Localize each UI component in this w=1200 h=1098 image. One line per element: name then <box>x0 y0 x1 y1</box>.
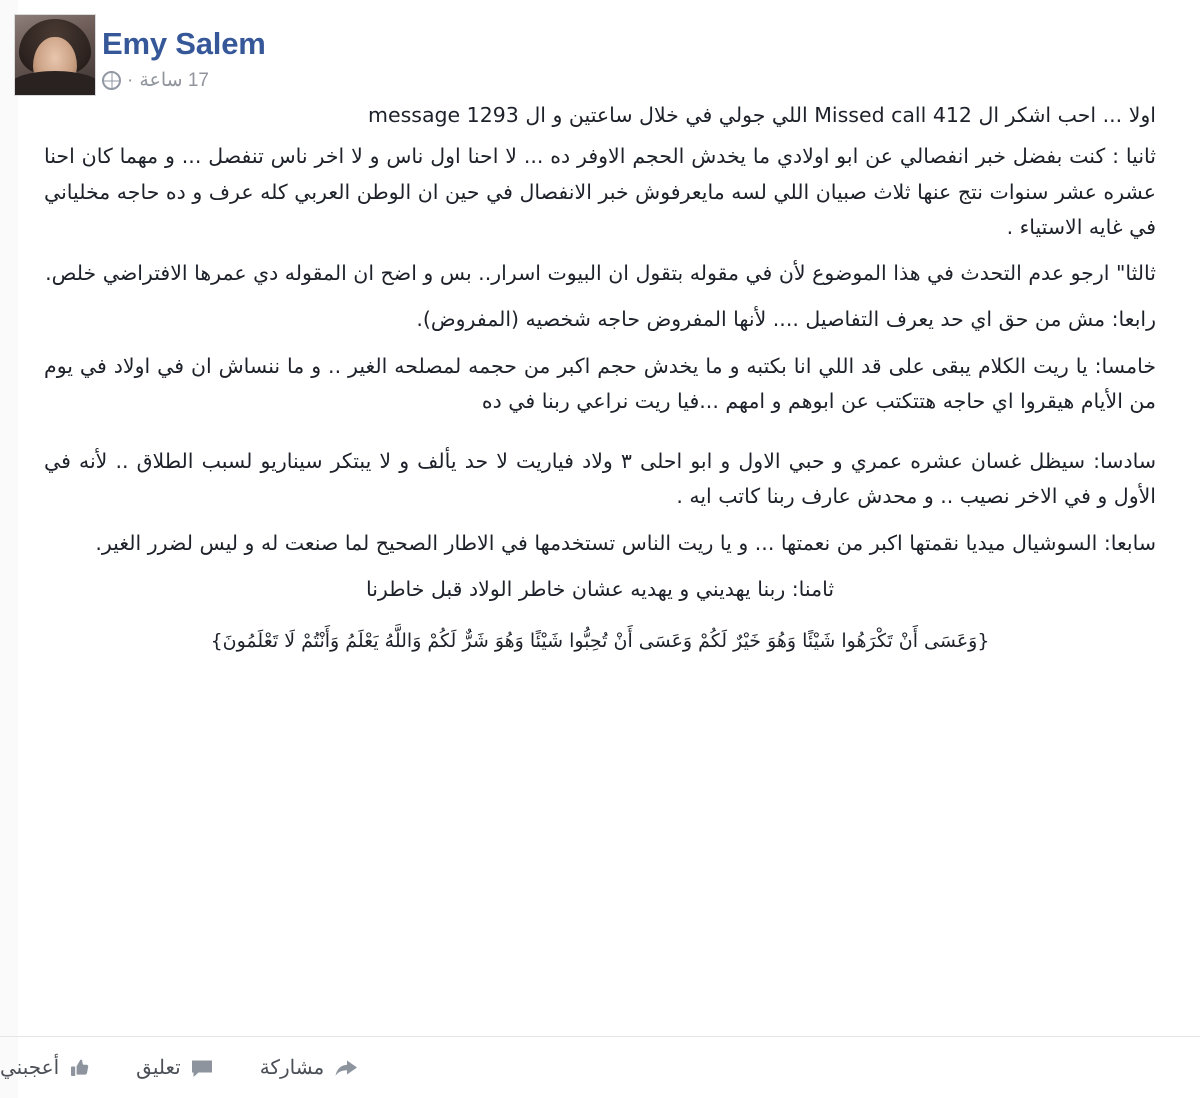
post-paragraph: اولا ... احب اشكر ال Missed call 412 اللي جولي في خلال ساعتين و ال message 1293 <box>368 103 1156 127</box>
post-paragraph: سادسا: سيظل غسان عشره عمري و حبي الاول و ابو احلى ٣ ولاد فياريت لا حد يألف و لا يبتكر سيناريو لسبب الطلاق .. لأنه في الأول و في الاخر نصيب .. و محدش عارف ربنا كاتب ايه . <box>44 449 1156 509</box>
comment-bubble-icon <box>190 1057 214 1079</box>
post-header-text <box>102 14 266 92</box>
author-name[interactable]: Emy Salem <box>102 26 266 61</box>
post-meta <box>102 69 209 92</box>
post-paragraph: خامسا: يا ريت الكلام يبقى على قد اللي انا بكتبه و ما يخدش حجم اكبر من حجمه لمصلحه الغير .. و ما ننساش ان في اولاد في يوم من الأيام هيقروا اي حاجه هتتكتب عن ابوهم و امهم ...فيا ريت نراعي ربنا في ده <box>44 353 1156 413</box>
post-header <box>0 0 1200 96</box>
post-paragraph: رابعا: مش من حق اي حد يعرف التفاصيل .... لأنها المفروض حاجه شخصيه (المفروض). <box>416 307 1156 332</box>
post-paragraph: ثالثا" ارجو عدم التحدث في هذا الموضوع لأن في مقوله بتقول ان البيوت اسرار.. بس و اضح ان المقوله دي عمرها الافتراضي خلص. <box>45 261 1156 285</box>
post-paragraph: ثانيا : كنت بفضل خبر انفصالي عن ابو اولادي ما يخدش الحجم الاوفر ده ... لا احنا اول ناس و لا اخر ناس تنفصل ... و مهما كان احنا عشره عشر سنوات نتج عنها ثلاث صبيان اللي لسه مايعرفوش خبر الانفصال في حين ان الوطن العربي كله عرف و ده حاجه مخلياني في غايه الاستياء . <box>44 144 1156 239</box>
share-label: مشاركة <box>259 1057 325 1079</box>
post-quran-verse: {وَعَسَى أَنْ تَكْرَهُوا شَيْئًا وَهُوَ خَيْرٌ لَكُمْ وَعَسَى أَنْ تُحِبُّوا شَيْئًا وَهُوَ شَرٌّ لَكُمْ وَاللَّهُ يَعْلَمُ وَأَنْتُمْ لَا تَعْلَمُونَ} <box>210 630 990 652</box>
share-button[interactable] <box>260 1055 360 1080</box>
paragraph-spacer <box>44 430 1156 444</box>
post-timestamp[interactable]: 17 ساعة <box>139 70 209 91</box>
avatar[interactable] <box>14 14 96 96</box>
avatar-shoulders <box>14 71 96 96</box>
comment-button[interactable] <box>136 1055 214 1080</box>
share-arrow-icon <box>333 1057 359 1079</box>
like-label: أعجبني <box>0 1057 60 1079</box>
post-actions <box>0 1036 1200 1098</box>
post-body <box>0 96 1200 657</box>
comment-label: تعليق <box>136 1057 181 1079</box>
like-button[interactable] <box>0 1055 90 1080</box>
thumbs-up-icon <box>68 1057 90 1079</box>
post-paragraph: ثامنا: ربنا يهديني و يهديه عشان خاطر الولاد قبل خاطرنا <box>365 576 835 601</box>
meta-separator: · <box>127 70 134 91</box>
post-paragraph: سابعا: السوشيال ميديا نقمتها اكبر من نعمتها ... و يا ريت الناس تستخدمها في الاطار الصحيح لما صنعت له و ليس لضرر الغير. <box>95 530 1156 555</box>
left-gutter <box>0 0 18 1098</box>
globe-icon[interactable] <box>102 71 121 90</box>
